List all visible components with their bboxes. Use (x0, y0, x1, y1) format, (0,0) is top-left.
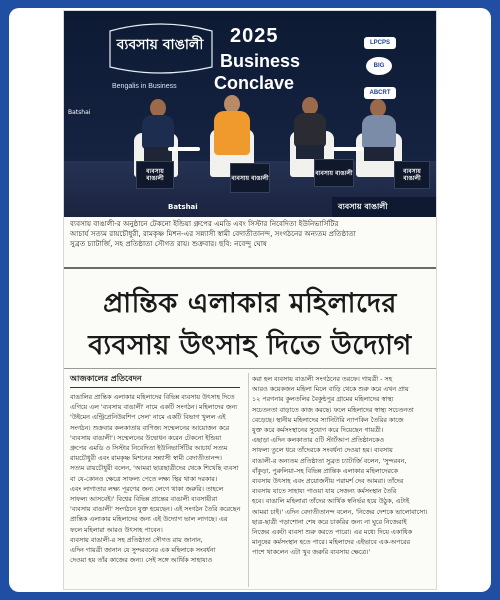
article-line: আরও কয়েকজন মহিলা মিলে বাড়ি থেকে শুরু করে এখন প্রায় (252, 385, 409, 394)
article-line: প্রান্তিক এলাকার মহিলাদের জন্য এই উদ্যোগ ভাল লাগছে। এর (70, 515, 228, 524)
byline-underline (70, 387, 240, 388)
article-line: দেওয়া হয় তাঁর কাজের জন্য। সেই সঙ্গে আর্থিক সাহায্যও (70, 556, 213, 565)
sponsor-logo: ABCRT (364, 87, 396, 99)
article-line: ব্যবসায় যাতে সাহায্য পাওয়া যায় সেজন্য কর্মসংস্থান তৈরি (252, 487, 397, 496)
headline-line-2: ব্যবসায় উৎসাহ দিতে উদ্যোগ (88, 330, 412, 361)
article-line: সচেতনতা বাড়াতে কাজ করছে। ফলে মহিলাদের স্বাস্থ্য সচেতনতা (252, 405, 414, 414)
column-divider (248, 373, 249, 587)
article-line: ১২ পরগনার কুলতলির বৈকুন্ঠপুর গ্রামের মহিলাদের স্বাস্থ্য (252, 395, 394, 404)
article-line: গ্রুপের এমডি ও সিস্টার নিবেদিতা ইউনিভার্সিটির আচার্য সত্যম (70, 444, 228, 453)
article-line: সংগঠন। শুক্রবার কলকাতায় বাণিজ্য সম্মেলনের আয়োজন করে (70, 423, 230, 432)
side-table (168, 147, 200, 151)
article-line: এদিন গায়ত্রী জানান যে সুন্দরবনের এক মহিলাকে সংবর্ধনা (70, 546, 216, 555)
caption-line: সুব্রত চ্যাটার্জি, সহ প্রতিষ্ঠাতা সৌগত রায়। শুক্রবার। ছবি: নবেন্দু ঘোষ (70, 239, 267, 248)
headline-divider (64, 368, 436, 369)
article-line: ব্যবসায় উৎসাহ এবং প্রয়োজনীয় পরামর্শ দেব আমরা। তাঁদের (252, 477, 404, 486)
podium-sign: ব্যবসায় বাঙালী (136, 161, 174, 189)
article-line: হবে। বাঙালি মহিলারা তাঁদের আর্থিক স্বনির্ভর হয়ে উঠুক, এটাই (252, 497, 410, 506)
banner-year: 2025 (230, 25, 279, 47)
banner-word-business: Business (220, 51, 301, 71)
event-photo (64, 11, 436, 217)
caption-line: ব্যবসায় বাঙালী-র অনুষ্ঠানে টেকনো ইন্ডিয়া গ্রুপের এমডি এবং সিস্টার নিবেদিতা ইউনিভার্সিটির (70, 219, 339, 228)
article-line: মানুষের কর্মসংস্থান হতে পারে। মহিলাদের এইভাবে এক-অপরের (252, 538, 411, 547)
floor-banner: ব্যবসায় বাঙালী (332, 197, 436, 217)
headline-line-1: প্রান্তিক এলাকার মহিলাদের (103, 288, 397, 319)
side-table (332, 147, 364, 151)
article-line: বাঙালির প্রান্তিক এলাকার মহিলাদের বিভিন্ন ব্যবসায় উৎসাহ দিতে (70, 393, 235, 401)
photo-caption (70, 219, 430, 249)
article-line: করা হল ব্যবসায় বাঙালী সংগঠনের তরফে। গায়ত্রী - সহ (252, 375, 393, 383)
podium-sign: ব্যবসায় বাঙালী (394, 161, 430, 189)
banner-word-conclave: Conclave (214, 73, 295, 93)
byline: আজকালের প্রতিবেদন (70, 374, 142, 383)
article-line: যুক্ত করে কর্মসংস্থানের সুযোগ করে দিয়েছেন গায়ত্রী। (252, 426, 384, 435)
podium-sign: ব্যবসায় বাঙালী (230, 163, 270, 193)
article-line: ফলে মহিলারা আরও উৎসাহ পাবেন। (70, 525, 163, 534)
article-line: নিজের একটা ব্যবসা শুরু করতে পারো। এর মধ্যে দিয়ে একাধিক (252, 528, 413, 537)
article-line: এছাড়া এদিন কলকাতার ৫টি স্টার্টআপ প্রতিষ্ঠানকেও (252, 436, 385, 445)
article-line: 'ব্যবসায় বাঙালী' সংগঠনে যুক্ত হয়েছেন। এই সংগঠন তৈরি করেছেন (70, 505, 241, 514)
article-line: 'উইমেন এন্ট্রিপ্রেনিউরশিপ সেল' নামে একটি বিভাগ খুলল এই (70, 413, 226, 422)
article-line: বা যে-কোনও ক্ষেত্রে সাফল্য পেতে লক্ষ্য স্থির থাকা দরকার। (70, 474, 218, 483)
sponsor-logo: LPCPS (364, 37, 396, 49)
page-frame (9, 8, 491, 592)
article-line: ব্যবসায় বাঙালী-র সহ প্রতিষ্ঠাতা সৌগত রায় জানান, (70, 535, 203, 544)
banner-logo (100, 21, 220, 87)
article-line: বাঁকুড়া, পুরুলিয়া-সহ বিভিন্ন প্রান্তিক এলাকার মহিলাদেরকে (252, 466, 398, 475)
floor-sign: Batshai (168, 203, 198, 211)
article-column-left (70, 392, 246, 565)
article-line: এবং লাগাতার লক্ষ্য পূরণের জন্য লেগে থাকা জরুরি। তাহলে (70, 484, 224, 493)
caption-divider (64, 267, 436, 269)
article-line: সত্যম রায়চৌধুরী বলেন, 'আমরা ছাত্রছাত্রীদের থেকে শিখেছি ব্যবসা (70, 464, 239, 473)
newspaper-clipping (64, 11, 436, 589)
article-line: বেড়েছে। স্থানীয় মহিলাদের স্যানিটারি ন্যাপকিন তৈরির কাজে (252, 415, 404, 424)
article-line: আমরা চাই।' এদিন বেদাতীতানন্দ বলেন, 'নিজের দেশকে ভালোবাসো। (252, 507, 428, 516)
side-sign: Batshai (68, 109, 91, 116)
banner-logo-text: ব্যবসায় বাঙালী (116, 37, 204, 53)
article-line: ছাত্র-ছাত্রী পড়াশোনা শেষ করে চাকরির জন্য না ঘুরে নিজেরাই (252, 517, 407, 526)
sponsor-logo: BIG (366, 57, 392, 75)
article-line: এগিয়ে এল 'ব্যবসায় বাঙালী' নামে একটি সংগঠন। মহিলাদের জন্য (70, 403, 238, 412)
podium-sign: ব্যবসায় বাঙালী (314, 159, 354, 187)
article-column-right (252, 374, 432, 558)
article-line: সাফল্য আসবেই।' বিশ্বের বিভিন্ন প্রান্তের বাঙালী ব্যবসায়ীরা (70, 495, 218, 504)
article-line: রায়চৌধুরী এবং রামকৃষ্ণ মিশনের সন্ন্যাসী স্বামী বেদাতীতানন্দ। (70, 454, 222, 463)
article-line: বাঙালী-র অন্যতম প্রতিষ্ঠাতা সুব্রত চ্যাটার্জি বলেন, 'সুন্দরবন, (252, 456, 407, 465)
article-line: 'ব্যবসায় বাঙালী'। সম্মেলনের উদ্বোধন করেন টেকনো ইন্ডিয়া (70, 433, 222, 442)
banner-tagline: Bengalis in Business (112, 83, 177, 90)
article-line: পাশে থাকলেন এটা খুব জরুরি ব্যবসায় ক্ষেত্রে।' (252, 548, 371, 557)
caption-line: আচার্য সত্যম রায়চৌধুরী, রামকৃষ্ণ মিশন-এর সন্ন্যাসী স্বামী বেদাতীতানন্দ, সংগঠনের অন্যতম প্রতিষ্ঠাতা (70, 229, 356, 238)
article-line: সাফল্য তুলে ধরে তাঁদেরকে সংবর্ধনা দেওয়া হয়। ব্যবসায় (252, 446, 393, 455)
